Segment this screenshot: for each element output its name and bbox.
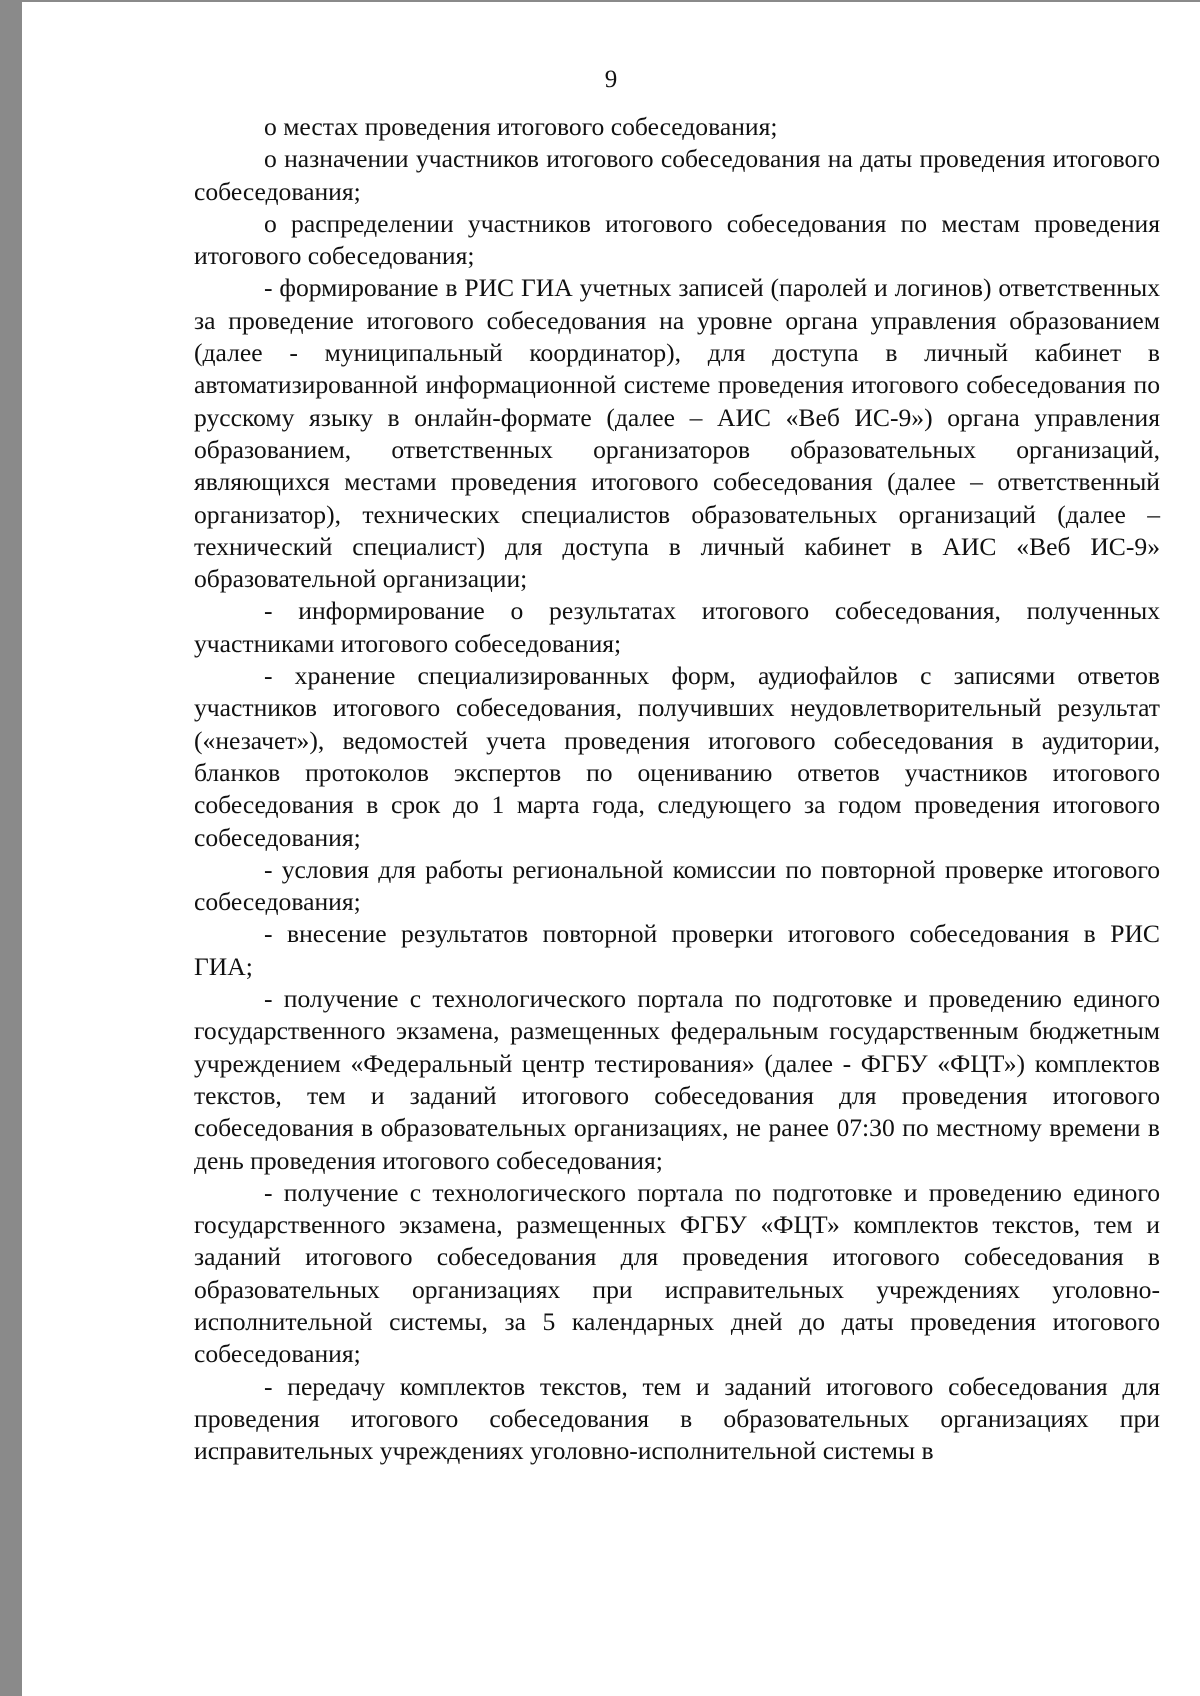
paragraph: - условия для работы региональной комиссии по повторной проверке итогового собеседования; (194, 854, 1160, 917)
document-page (22, 2, 1200, 1696)
paragraph: - информирование о результатах итогового собеседования, полученных участниками итогового собеседования; (194, 596, 1160, 658)
paragraph: о распределении участников итогового собеседования по местам проведения итогового собеседования; (194, 208, 1160, 271)
paragraph: - формирование в РИС ГИА учетных записей (паролей и логинов) ответственных за проведение итогового собеседования на уровне органа управления образованием (далее - муниципальный координатор), для доступа в личный кабинет в автоматизированной информационной системе проведения итогового собеседования по русскому языку в онлайн-формате (далее – АИС «Веб ИС-9») органа управления образованием, ответственных организаторов образовательных организаций, являющихся местами проведения итогового собеседования (далее – ответственный организатор), технических специалистов образовательных организаций (далее – технический специалист) для доступа в личный кабинет в АИС «Веб ИС-9» образовательной организации; (194, 273, 1160, 594)
paragraph: - получение с технологического портала по подготовке и проведению единого государственного экзамена, размещенных федеральным государственным бюджетным учреждением «Федеральный центр тестирования» (далее - ФГБУ «ФЦТ») комплектов текстов, тем и заданий итогового собеседования для проведения итогового собеседования в образовательных организациях, не ранее 07:30 по местному времени в день проведения итогового собеседования; (194, 984, 1160, 1175)
document-body (194, 111, 1160, 1467)
paragraph: о назначении участников итогового собеседования на даты проведения итогового собеседования; (194, 144, 1160, 206)
paragraph: - получение с технологического портала по подготовке и проведению единого государственного экзамена, размещенных ФГБУ «ФЦТ» комплектов текстов, тем и заданий итогового собеседования для проведения итогового собеседования в образовательных организациях при исправительных учреждениях уголовно-исполнительной системы, за 5 календарных дней до даты проведения итогового собеседования; (194, 1177, 1160, 1369)
paragraph: - внесение результатов повторной проверки итогового собеседования в РИС ГИА; (194, 919, 1160, 981)
page-number: 9 (604, 66, 618, 93)
paragraph: - хранение специализированных форм, аудиофайлов с записями ответов участников итогового собеседования, получивших неудовлетворительный результат («незачет»), ведомостей учета проведения итогового собеседования в аудитории, бланков протоколов экспертов по оцениванию ответов участников итогового собеседования в срок до 1 марта года, следующего за годом проведения итогового собеседования; (194, 661, 1160, 852)
paragraph: - передачу комплектов текстов, тем и заданий итогового собеседования для проведения итогового собеседования в образовательных организациях при исправительных учреждениях уголовно-исполнительной системы в (194, 1371, 1160, 1466)
paragraph: о местах проведения итогового собеседования; (264, 112, 778, 141)
